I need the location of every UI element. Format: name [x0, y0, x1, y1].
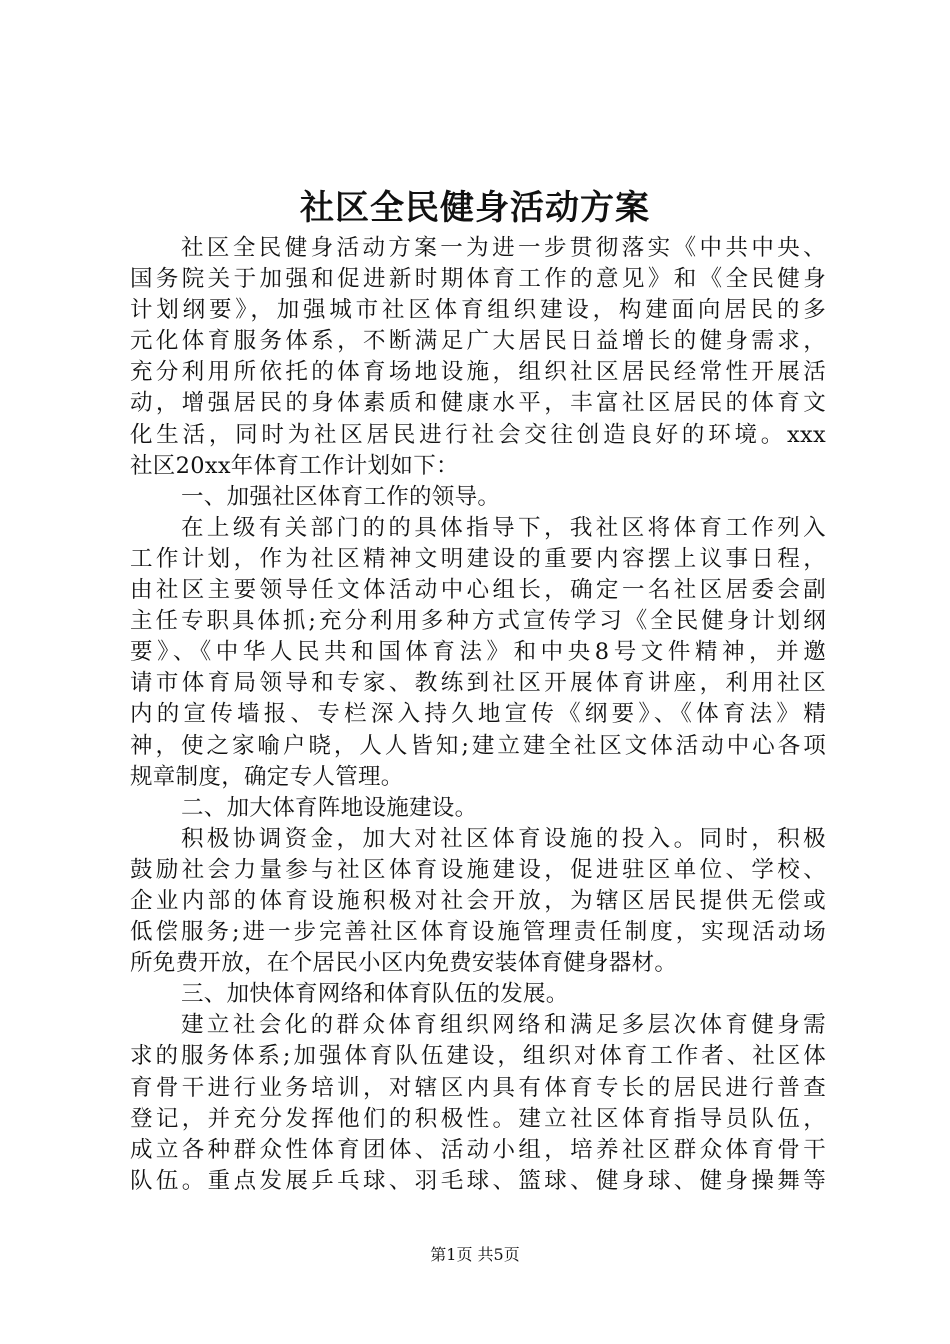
page-footer: 第1页 共5页	[430, 1245, 520, 1264]
paragraph-line: 社区20xx年体育工作计划如下：	[130, 452, 459, 479]
paragraph-line: 登记，并充分发挥他们的积极性。建立社区体育指导员队伍，	[130, 1105, 826, 1132]
paragraph-line: 请市体育局领导和专家、教练到社区开展体育讲座，利用社区	[130, 670, 826, 697]
paragraph-line: 成立各种群众性体育团体、活动小组，培养社区群众体育骨干	[130, 1136, 826, 1163]
paragraph-line: 社区全民健身活动方案一为进一步贯彻落实《中共中央、	[181, 235, 826, 261]
paragraph-line: 建立社会化的群众体育组织网络和满足多层次体育健身需	[181, 1012, 826, 1039]
paragraph-line: 规章制度，确定专人管理。	[130, 763, 404, 790]
paragraph-line: 工作计划，作为社区精神文明建设的重要内容摆上议事日程，	[130, 545, 826, 572]
paragraph-line: 元化体育服务体系，不断满足广大居民日益增长的健身需求，	[130, 328, 826, 355]
paragraph-line: 二、加大体育阵地设施建设。	[181, 794, 478, 821]
document-title: 社区全民健身活动方案	[300, 188, 650, 228]
document-body	[130, 233, 826, 1197]
paragraph-line: 低偿服务;进一步完善社区体育设施管理责任制度，实现活动场	[130, 919, 826, 946]
paragraph-line: 国务院关于加强和促进新时期体育工作的意见》和《全民健身	[130, 266, 826, 293]
paragraph-line: 求的服务体系;加强体育队伍建设，组织对体育工作者、社区体	[130, 1043, 826, 1070]
paragraph	[130, 1010, 826, 1197]
paragraph-line: 动，增强居民的身体素质和健康水平，丰富社区居民的体育文	[130, 390, 826, 417]
paragraph-line: 鼓励社会力量参与社区体育设施建设，促进驻区单位、学校、	[130, 856, 826, 883]
paragraph-line: 主任专职具体抓;充分利用多种方式宣传学习《全民健身计划纲	[130, 608, 826, 635]
paragraph-line: 计划纲要》，加强城市社区体育组织建设，构建面向居民的多	[130, 297, 826, 324]
paragraph-line: 由社区主要领导任文体活动中心组长，确定一名社区居委会副	[130, 577, 826, 604]
paragraph-line: 内的宣传墙报、专栏深入持久地宣传《纲要》、《体育法》精	[130, 701, 826, 728]
paragraph	[130, 824, 826, 979]
paragraph	[130, 979, 826, 1010]
paragraph-line: 要》、《中华人民共和国体育法》和中央8号文件精神，并邀	[130, 639, 826, 666]
paragraph-line: 充分利用所依托的体育场地设施，组织社区居民经常性开展活	[130, 359, 826, 386]
paragraph-line: 积极协调资金，加大对社区体育设施的投入。同时，积极	[181, 825, 826, 852]
paragraph-line: 企业内部的体育设施积极对社会开放，为辖区居民提供无偿或	[130, 887, 826, 914]
paragraph-line: 队伍。重点发展乒乓球、羽毛球、篮球、健身球、健身操舞等	[130, 1167, 826, 1194]
paragraph	[130, 513, 826, 793]
paragraph-line: 三、加快体育网络和体育队伍的发展。	[181, 981, 569, 1008]
paragraph-line: 育骨干进行业务培训，对辖区内具有体育专长的居民进行普查	[130, 1074, 826, 1101]
paragraph-line: 化生活，同时为社区居民进行社会交往创造良好的环境。xxx	[130, 421, 826, 448]
paragraph-line: 一、加强社区体育工作的领导。	[181, 483, 501, 510]
paragraph	[130, 482, 826, 513]
paragraph-line: 在上级有关部门的的具体指导下，我社区将体育工作列入	[181, 514, 826, 541]
paragraph	[130, 233, 826, 482]
paragraph	[130, 793, 826, 824]
paragraph-line: 神，使之家喻户晓，人人皆知;建立建全社区文体活动中心各项	[130, 732, 826, 759]
paragraph-line: 所免费开放，在个居民小区内免费安装体育健身器材。	[130, 950, 678, 977]
